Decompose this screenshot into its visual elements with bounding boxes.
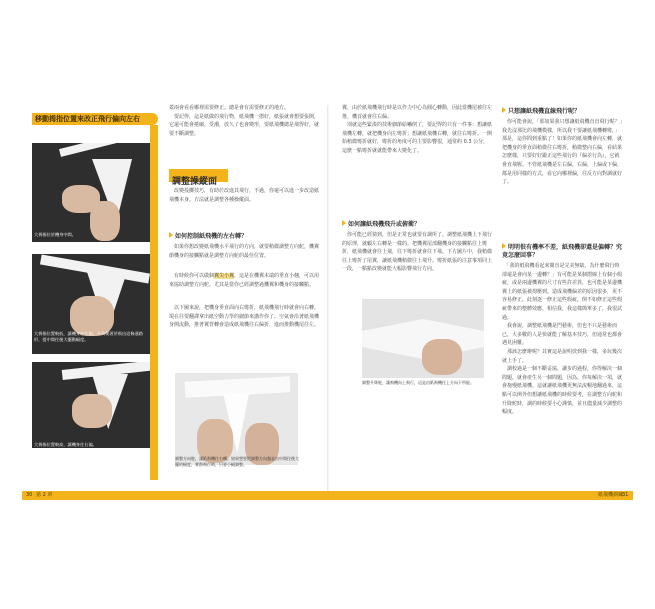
question-straight: 只想讓紙飛機直線飛行呢？ bbox=[502, 107, 580, 116]
photo-caption-1: 大拇指位於機身中間。 bbox=[34, 232, 76, 237]
q1-body-a: 如果你想改變紙飛機水平飛行的方向，就要稍微調整方向舵，機翼節機身的接觸點就是調整方向舵的最佳位置。 bbox=[169, 244, 320, 259]
q1-body-b: 有時候你可以做個翼尖小翼，這是在機翼末端的垂直小翹，可以用來協助調整方向舵。尤其是當你已經調整過機翼和機身的接觸點。 bbox=[169, 273, 320, 288]
footer-bar bbox=[22, 491, 633, 500]
triangle-bullet-icon bbox=[502, 107, 506, 113]
highlight-term: 翼尖小翼 bbox=[214, 273, 235, 279]
triangle-bullet-icon bbox=[342, 220, 346, 226]
running-head-right: 紙飛機訓練 bbox=[598, 492, 624, 498]
question-up-down: 如何讓紙飛機飛升或俯衝？ bbox=[342, 220, 420, 229]
question-left-right: 如何控制紙飛機的左右轉？ bbox=[169, 232, 247, 241]
triangle-bullet-icon bbox=[169, 232, 173, 238]
photo-caption-rudder: 調整方向舵，讓紙飛機往右轉。如果想要把調整方向盤是由中間往後大擺的幅度，實際飛行時，只要小幅調整。 bbox=[175, 456, 299, 467]
page-number-left: 30 bbox=[26, 492, 33, 498]
question-why-turn: 明明很有機率不差，紙飛機卻還是偏轉？究竟怎麼回事？ bbox=[502, 244, 623, 259]
chapter-label: 第 2 章 bbox=[36, 492, 53, 498]
left-intro-text: 蓋兩會看看哪裡需要修正。總是會有需要修正的地方。 要記得，這是紙做的飛行物，紙飛機一摺好，紙張就會想要張開，它還可能會捲縮、受潮，放久了也會變形，要紙飛機總是飛得好，就要不斷調整。 bbox=[169, 105, 320, 137]
photo-rudder bbox=[175, 373, 298, 465]
q4-body: 「我的紙飛機看起來簡直是完美無缺，為什麼飛行時卻還是會向某一邊轉？」有可能是某個摺線上有個小瑕疵，或是兩邊機翼的尺寸有些許差異，也可能是某邊機翼上的紙張被拇壓到。造成飛機偏差的原因很多，更不容易修正。此刻逐一修正這些瑕疵，倒不如修正這些瑕疵帶來的整體效應，相信我，我這樣簡單多了，我很試過。 我會說，調整紙飛機是門藝術，但也不只是藝術而已，大多數的人是快就能了解基本技巧，但通常也都會遇見困難。 那該怎麼辦呢？其實這是說明放到我一樣，多玩幾次就上手了。 調校過是一個不斷妥協、讓步的過程，你得解決一個問題，就會產生另一個問題，因為，你每解決一項，就會拖慢紙飛機。這就讓紙飛機更無法流暢地翻過來，這點可以例外但想讓紙飛機的時候要考，在調整方向舵和升降舵時，調的時候要小心謹慎，並且儘量減少調整的幅度。 bbox=[502, 263, 623, 416]
sidebar-title: 移動拇指位置來改正飛行偏向左右 bbox=[32, 113, 158, 125]
page-gutter bbox=[327, 105, 329, 500]
photo-thumb-middle bbox=[32, 143, 150, 242]
photo-caption-2: 大拇指位置較低，讓機身往左偏，升為朝著於飛出這條通路形，提中間往後大擺動幅度。 bbox=[34, 331, 143, 342]
photo-caption-3: 大拇指位置較高，讓機身往右偏。 bbox=[32, 442, 150, 448]
section-body: 改變投擲技巧，有助於改進其飛行，不過，你還可以進一步改造紙飛機本身。方法就是調整各種操縱面。 bbox=[169, 188, 320, 203]
sidebar-yellow-strip bbox=[150, 125, 158, 480]
triangle-bullet-icon bbox=[502, 243, 506, 249]
right-intro-text: 翼，由於紙飛機飛行時是以作力中心為圓心轉動，因此當機尾被往左推，機首就會往右偏。 別就這些緊湊的技術細節給嚇倒了，要記得的只有一件事：想讓紙飛機左轉，就把機身向左彎折；想讓紙飛機右轉，就往右彎折。一開始稍微彎折就好，彎折的角度可的主要影響很，通常約 0.3 公分，這麼一點彎折就就能帶來大變化了。 bbox=[342, 105, 492, 154]
q2-body: 你可能已經猜到，但是正常也就要有調所了。調整紙飛機上下飛行的原理，就顧左右轉是一樣的。把機翼尾部翻機身的接觸點往上彎折，紙飛機就會往上飛，往下彎折就會往下飛。下方圖片中，我稍微往上彎折了尾翼，讓紙飛機稍微往上飛升。彎折紙張的注意事項同上一段，一點點改變就能大幅影響飛行方向。 bbox=[342, 232, 492, 273]
photo-thumb-high bbox=[32, 362, 150, 442]
q3-body: 你可能會說，「那如果我只想讓紙飛機直直飛行呢？」我先沒那比的飛機模樣，所以我干要讓紙飛機轉彎，」那是，這你問到重點了！如果你的紙飛機會向左轉，就把機身的垂直面稍微往右彎折，稍微整向右偏，看結果怎麼樣，只要好好鍛正這些飛行的『偏差行為』，它就會直飛喔。不管紙飛機是左右偏，右偏，上偏或下偏，都是用同樣的方式，看它向哪裡偏，往反方向對調就好了。 bbox=[502, 119, 623, 186]
q1-body-c: 以下圖來說，把機身垂直面向右彎折，紙飛機飛行時就會向右轉。現在往要翻譯拿出紙空動力學的細節來講作你了。空氣會沿著紙飛機身開流動，推著翼背轉會造成紙飛機往右偏折，進而推動機尾往左。 bbox=[169, 305, 320, 329]
page-number-right: 31 bbox=[622, 492, 629, 498]
photo-elevator bbox=[362, 299, 484, 378]
section-heading: 調整操縱面 bbox=[169, 169, 228, 182]
photo-caption-elevator: 調整升降舵，讓飛機向上飛行，這是由紙飛機往上方向下所能。 bbox=[362, 380, 474, 385]
